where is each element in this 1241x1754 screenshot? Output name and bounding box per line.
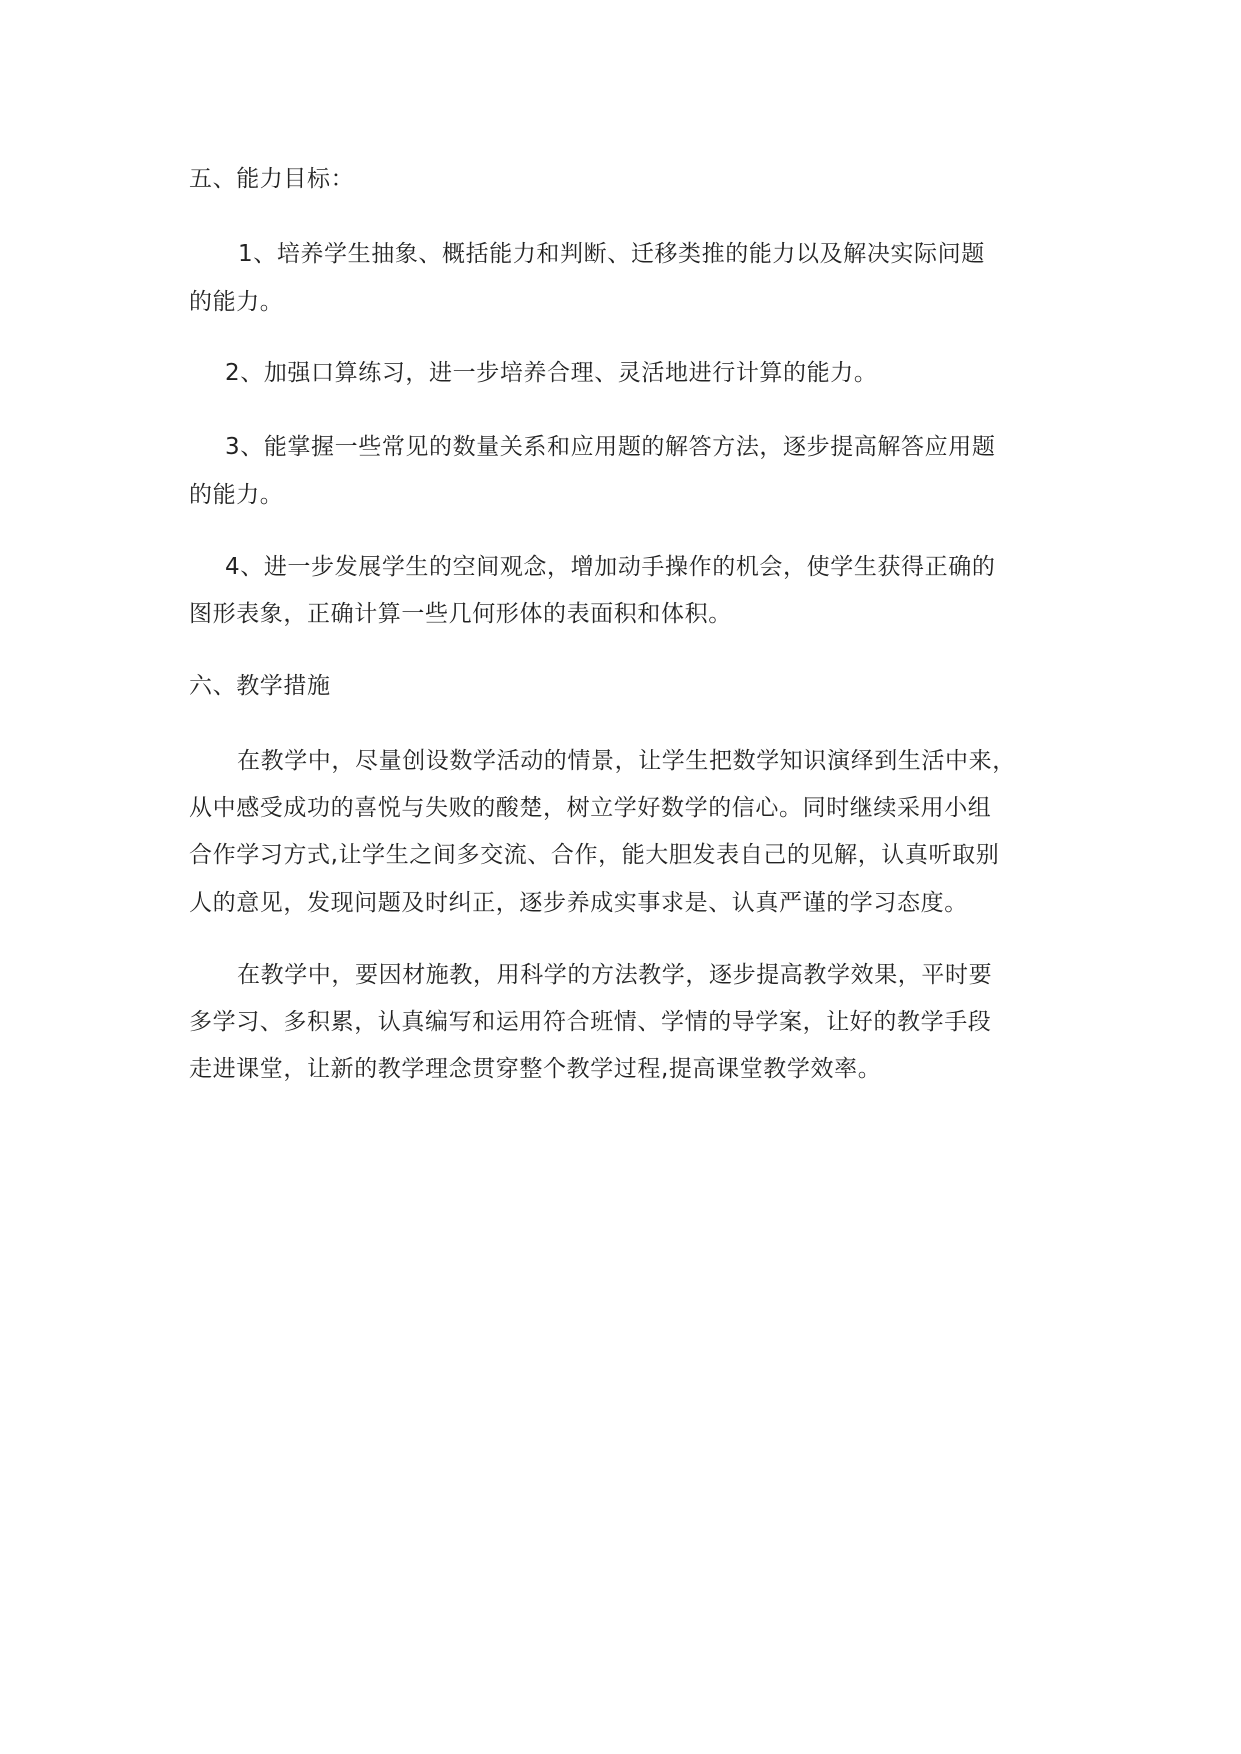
paragraph-line: 人的意见，发现问题及时纠正，逐步养成实事求是、认真严谨的学习态度。 <box>189 890 968 916</box>
paragraph-line: 4、进一步发展学生的空间观念，增加动手操作的机会，使学生获得正确的 <box>225 554 996 580</box>
paragraph-line: 合作学习方式,让学生之间多交流、合作，能大胆发表自己的见解，认真听取别 <box>189 842 1000 868</box>
paragraph-line: 在教学中，尽量创设数学活动的情景，让学生把数学知识演绎到生活中来， <box>237 748 1016 774</box>
paragraph-line: 的能力。 <box>189 289 284 315</box>
paragraph-line: 从中感受成功的喜悦与失败的酸楚，树立学好数学的信心。同时继续采用小组 <box>189 795 992 821</box>
paragraph-line: 1、培养学生抽象、概括能力和判断、迁移类推的能力以及解决实际问题 <box>238 241 985 267</box>
section-heading-teaching-measures: 六、教学措施 <box>189 673 331 699</box>
section-heading-ability-goals: 五、能力目标： <box>189 166 355 192</box>
paragraph-line: 多学习、多积累，认真编写和运用符合班情、学情的导学案，让好的教学手段 <box>189 1009 992 1035</box>
paragraph-line: 3、能掌握一些常见的数量关系和应用题的解答方法，逐步提高解答应用题 <box>225 434 996 460</box>
paragraph-line: 2、加强口算练习，进一步培养合理、灵活地进行计算的能力。 <box>225 360 878 386</box>
paragraph-line: 的能力。 <box>189 482 284 508</box>
paragraph-line: 走进课堂，让新的教学理念贯穿整个教学过程,提高课堂教学效率。 <box>189 1056 882 1082</box>
paragraph-line: 在教学中，要因材施教，用科学的方法教学，逐步提高教学效果，平时要 <box>237 962 993 988</box>
paragraph-line: 图形表象，正确计算一些几何形体的表面积和体积。 <box>189 601 732 627</box>
